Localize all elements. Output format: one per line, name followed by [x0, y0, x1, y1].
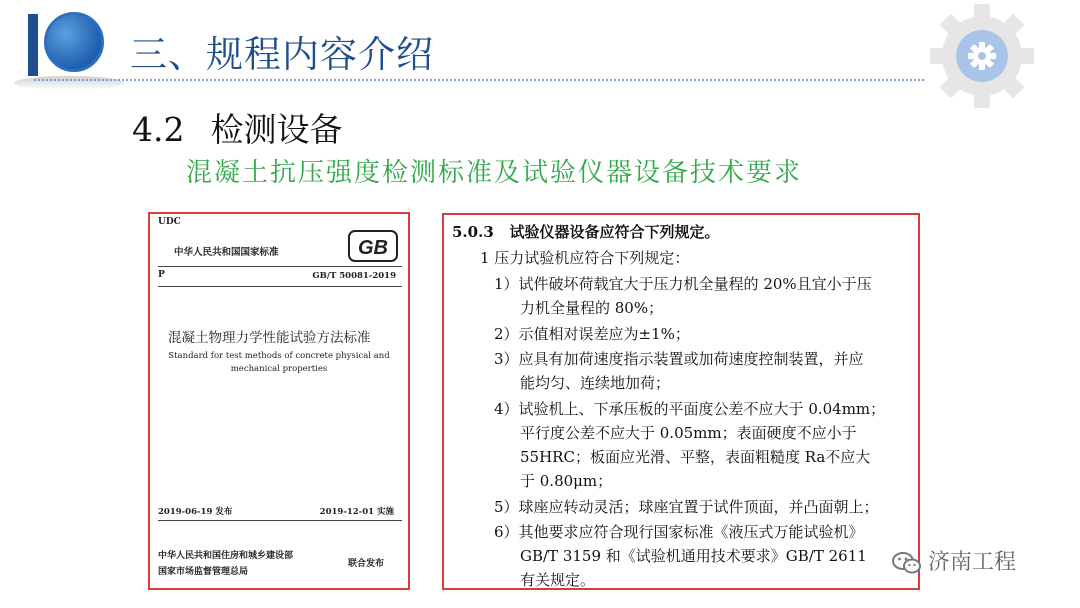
cover-issuer-line2: 国家市场监督管理总局: [158, 567, 249, 577]
cover-rule-2: [158, 286, 402, 287]
logo-bar: [28, 14, 38, 76]
page-title: 三、规程内容介绍: [130, 33, 434, 76]
cover-issuer-line1: 中华人民共和国住房和城乡建设部: [158, 551, 294, 561]
watermark-text: 济南工程: [928, 550, 1017, 575]
spec-line: 平行度公差不应大于 0.05mm；表面硬度不应小于: [520, 424, 857, 442]
section-title: 检测设备: [210, 110, 343, 149]
spec-item-1: 1 压力试验机应符合下列规定：: [480, 249, 690, 267]
watermark: [892, 545, 1016, 576]
cover-publish-date: 2019-06-19 发布: [158, 507, 233, 517]
cover-rule-top: [158, 266, 402, 267]
cover-cn-name: 混凝土物理力学性能试验方法标准: [168, 330, 371, 346]
spec-line: GB/T 3159 和《试验机通用技术要求》GB/T 2611: [520, 547, 867, 565]
section-heading: [132, 104, 342, 151]
spec-line: 5）球座应转动灵活；球座宜置于试件顶面，并凸面朝上；: [494, 498, 879, 516]
gear-icon: [930, 0, 1040, 110]
cover-udc: UDC: [158, 217, 181, 227]
gb-logo-text: GB: [358, 237, 388, 259]
spec-excerpt: [442, 213, 920, 590]
spec-line: 能均匀、连续地加荷；: [520, 374, 671, 392]
cover-rule-bottom: [158, 520, 402, 521]
spec-line: 有关规定。: [520, 571, 596, 589]
subtitle: 混凝土抗压强度检测标准及试验仪器设备技术要求: [186, 158, 803, 188]
spec-line: 6）其他要求应符合现行国家标准《液压式万能试验机》: [494, 523, 864, 541]
cover-implement-date: 2019-12-01 实施: [319, 507, 394, 517]
spec-line: 力机全量程的 80%；: [520, 299, 664, 317]
spec-line: 3）应具有加荷速度指示装置或加荷速度控制装置，并应: [494, 350, 864, 368]
spec-clause-text: 试验仪器设备应符合下列规定。: [509, 223, 720, 241]
cover-en-name-line2: mechanical properties: [230, 364, 328, 374]
spec-clause: [452, 221, 719, 242]
cover-category: P: [158, 270, 165, 280]
standard-cover: [148, 212, 410, 590]
spec-line: 于 0.80μm；: [520, 472, 613, 490]
spec-line: 2）示值相对误差应为±1%；: [494, 325, 690, 343]
cover-national-standard: 中华人民共和国国家标准: [174, 247, 279, 258]
spec-clause-number: 5.0.3: [452, 223, 494, 241]
spec-line: 1）试件破坏荷载宜大于压力机全量程的 20%且宜小于压: [494, 275, 872, 293]
gb-logo-icon: [348, 230, 398, 262]
cover-en-name-line1: Standard for test methods of concrete physical and: [168, 351, 390, 361]
spec-line: 55HRC；板面应光滑、平整，表面粗糙度 Ra不应大: [520, 448, 871, 466]
cover-standard-number: GB/T 50081-2019: [312, 271, 396, 281]
cover-joint-release: 联合发布: [348, 559, 385, 569]
logo-circle: [44, 12, 104, 72]
spec-line: 4）试验机上、下承压板的平面度公差不应大于 0.04mm；: [494, 400, 886, 418]
wechat-icon: [892, 551, 922, 575]
section-number: 4.2: [132, 110, 185, 149]
title-divider: [34, 79, 924, 81]
